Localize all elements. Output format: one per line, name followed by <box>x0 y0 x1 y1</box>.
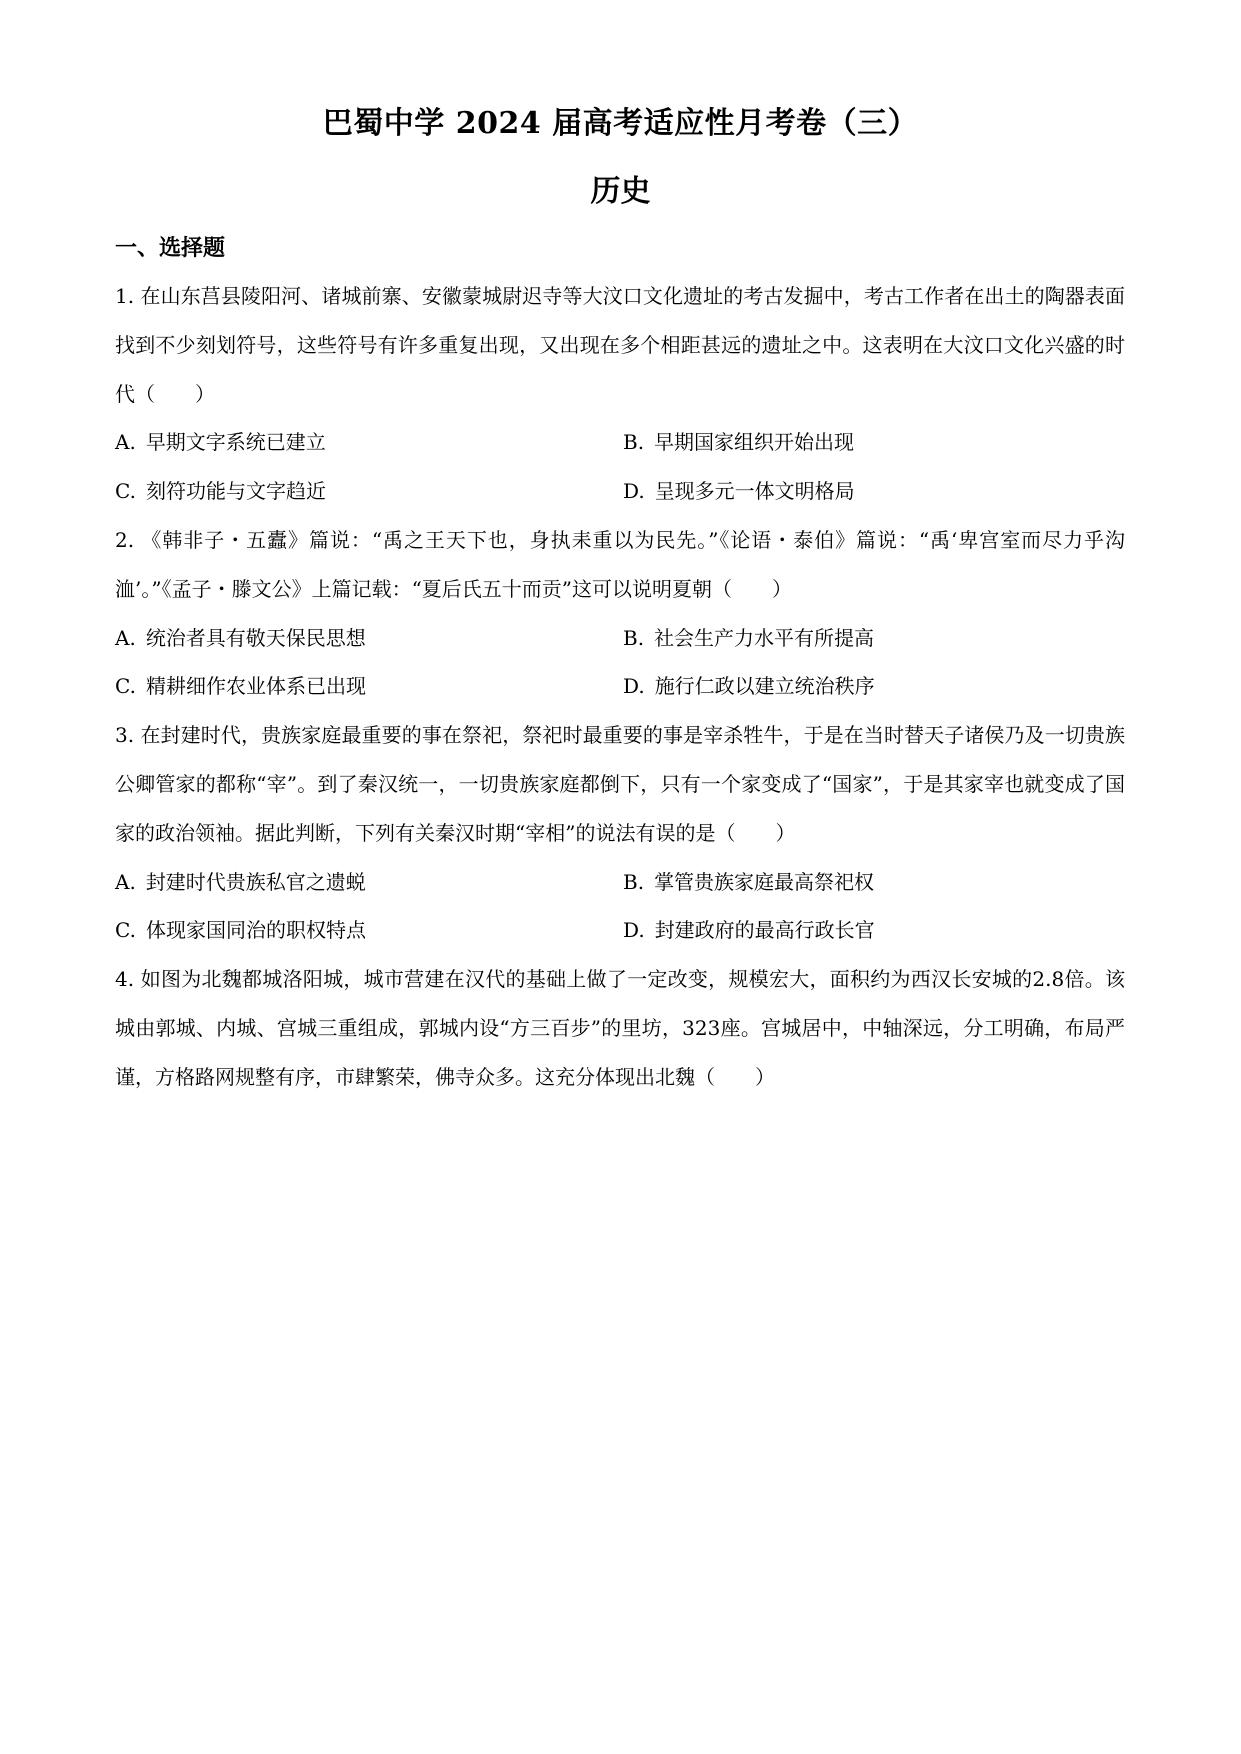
option-text: 封建政府的最高行政长官 <box>654 918 875 943</box>
option-c[interactable] <box>115 906 623 955</box>
question-options <box>115 614 1125 712</box>
option-text: 精耕细作农业体系已出现 <box>145 674 366 699</box>
option-letter: D. <box>623 479 645 504</box>
option-d[interactable] <box>623 906 1125 955</box>
option-text: 社会生产力水平有所提高 <box>654 625 875 650</box>
option-c[interactable] <box>115 467 623 516</box>
exam-subject: 历史 <box>590 174 651 209</box>
option-text: 封建时代贵族私官之遗蜕 <box>145 869 366 894</box>
option-text: 早期文字系统已建立 <box>145 430 326 455</box>
question-stem: 1. 在山东莒县陵阳河、诸城前寨、安徽蒙城尉迟寺等大汶口文化遗址的考古发掘中，考古工作者在出土的陶器表面找到不少刻划符号，这些符号有许多重复出现，又出现在多个相距甚远的遗址之中。这表明在大汶口文化兴盛的时代（ ） <box>115 284 1125 406</box>
option-letter: C. <box>115 918 136 943</box>
option-text: 呈现多元一体文明格局 <box>654 479 855 504</box>
question-stem: 2. 《韩非子・五蠹》篇说：“禹之王天下也，身执耒重以为民先。”《论语・泰伯》篇说：“禹‘卑宫室而尽力乎沟洫’。”《孟子・滕文公》上篇记载：“夏后氏五十而贡”这可以说明夏朝（ ） <box>115 527 1125 601</box>
option-letter: A. <box>115 430 136 455</box>
question-stem: 4. 如图为北魏都城洛阳城，城市营建在汉代的基础上做了一定改变，规模宏大，面积约为西汉长安城的2.8倍。该城由郭城、内城、宫城三重组成，郭城内设“方三百步”的里坊，323座。宫城居中，中轴深远，分工明确，布局严谨，方格路网规整有序，市肆繁荣，佛寺众多。这充分体现出北魏（ ） <box>115 967 1125 1089</box>
option-letter: D. <box>623 918 645 943</box>
option-text: 掌管贵族家庭最高祭祀权 <box>654 869 875 894</box>
exam-content <box>115 230 1125 1102</box>
question-2 <box>115 516 1125 711</box>
option-letter: A. <box>115 625 136 650</box>
exam-title: 巴蜀中学 2024 届高考适应性月考卷（三） <box>322 106 919 141</box>
option-letter: C. <box>115 674 136 699</box>
option-a[interactable] <box>115 614 623 663</box>
option-d[interactable] <box>623 662 1125 711</box>
question-options <box>115 418 1125 516</box>
question-options <box>115 858 1125 956</box>
option-letter: D. <box>623 674 645 699</box>
option-letter: C. <box>115 479 136 504</box>
option-b[interactable] <box>623 614 1125 663</box>
option-text: 刻符功能与文字趋近 <box>145 479 326 504</box>
option-text: 早期国家组织开始出现 <box>654 430 855 455</box>
option-d[interactable] <box>623 467 1125 516</box>
option-text: 体现家国同治的职权特点 <box>145 918 366 943</box>
option-a[interactable] <box>115 418 623 467</box>
option-text: 施行仁政以建立统治秩序 <box>654 674 875 699</box>
option-a[interactable] <box>115 858 623 907</box>
option-b[interactable] <box>623 418 1125 467</box>
option-letter: B. <box>623 625 645 650</box>
question-stem: 3. 在封建时代，贵族家庭最重要的事在祭祀，祭祀时最重要的事是宰杀牲牛，于是在当时替天子诸侯乃及一切贵族公卿管家的都称“宰”。到了秦汉统一，一切贵族家庭都倒下，只有一个家变成了“国家”，于是其家宰也就变成了国家的政治领袖。据此判断，下列有关秦汉时期“宰相”的说法有误的是（ ） <box>115 723 1125 845</box>
question-1 <box>115 272 1125 516</box>
option-text: 统治者具有敬天保民思想 <box>145 625 366 650</box>
option-b[interactable] <box>623 858 1125 907</box>
option-letter: B. <box>623 430 645 455</box>
option-letter: B. <box>623 869 645 894</box>
question-4 <box>115 955 1125 1101</box>
option-letter: A. <box>115 869 136 894</box>
option-c[interactable] <box>115 662 623 711</box>
question-3 <box>115 711 1125 955</box>
section-heading: 一、选择题 <box>115 235 226 261</box>
